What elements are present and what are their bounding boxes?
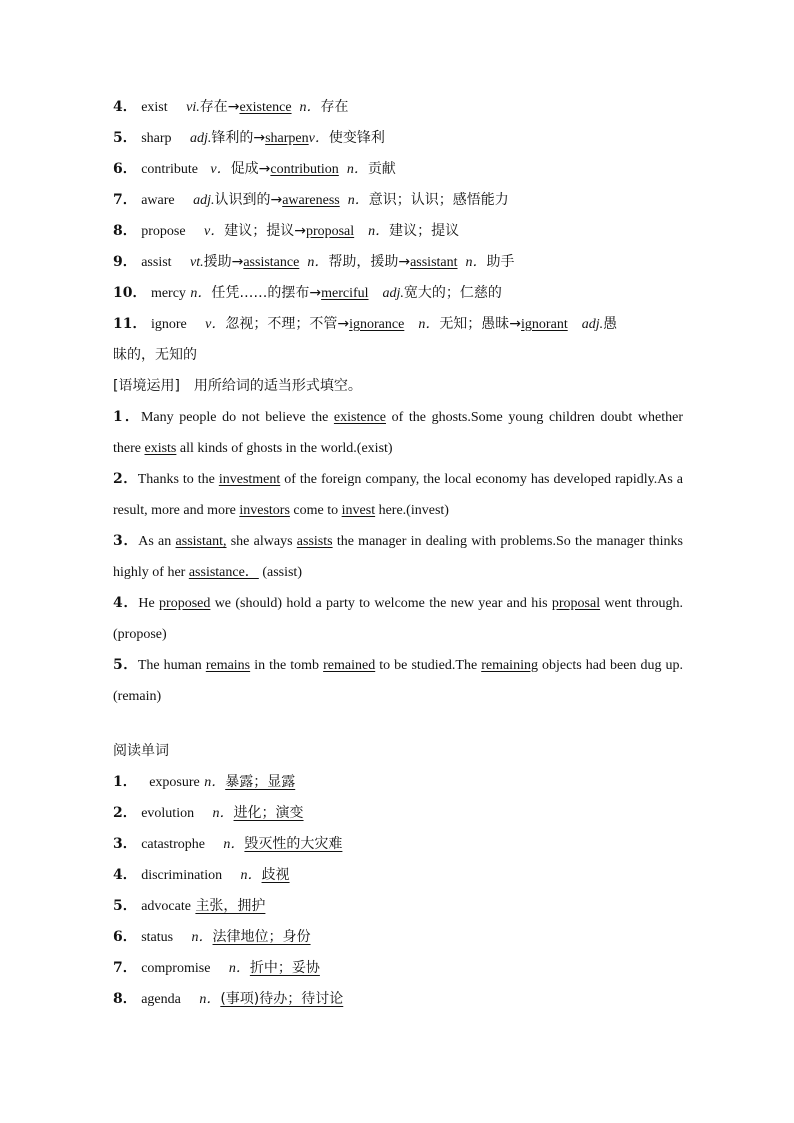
meaning: 建议；提议 [389,223,460,239]
sentence-text: went through.(propose) [113,596,683,642]
meaning: 帮助，援助→ [328,254,411,270]
item-number: 5． [113,657,138,673]
derived-word: ignorance [349,317,405,332]
item-number: 6． [113,161,137,177]
meaning: 存在 [320,99,349,115]
vocab-item-11-continued [113,340,683,371]
vocab-word: propose [141,224,186,239]
derived-word: assistance [243,255,300,270]
vocab-word: exposure [149,775,200,790]
vocab-item-9 [113,247,683,278]
sentence-text: to be studied.The [375,658,482,673]
reading-item-2 [113,798,683,829]
exercise-1 [113,402,683,464]
part-of-speech: n． [346,162,368,177]
part-of-speech: n． [307,255,329,270]
reading-item-7 [113,953,683,984]
vocab-item-7 [113,185,683,216]
reading-section-heading [113,736,683,767]
context-section-heading [113,371,683,402]
meaning: 无知；愚昧→ [439,316,522,332]
part-of-speech: n． [240,868,262,883]
item-number: 9． [113,254,137,270]
item-number: 5． [113,130,137,146]
part-of-speech: v． [210,162,231,177]
item-number: 2． [113,805,137,821]
sentence-text: of the ghosts.Some young children doubt whether there [113,410,683,456]
exercise-4 [113,588,683,650]
meaning: 任凭……的摆布→ [211,285,322,301]
vocab-word: ignore [150,317,187,332]
item-number: 5． [113,898,137,914]
meaning-answer: 进化；演变 [233,805,304,821]
meaning: 锋利的→ [211,130,266,146]
answer-blank: remaining [481,658,538,673]
sentence-text: As an [138,534,176,549]
item-number: 6． [113,929,137,945]
reading-item-1 [113,767,683,798]
vocab-item-11 [113,309,683,340]
sentence-text: in the tomb [250,658,324,673]
part-of-speech: adj. [581,317,604,332]
sentence-text: we (should) hold a party to welcome the new year and his [210,596,552,611]
part-of-speech: n． [190,286,212,301]
item-number: 1． [113,774,137,790]
derived-word: awareness [282,193,340,208]
meaning-answer: 法律地位；身份 [212,929,311,945]
vocab-word: status [141,930,174,945]
answer-blank: assistant, [175,534,227,549]
vocab-word: agenda [141,992,181,1007]
part-of-speech: n． [465,255,487,270]
answer-blank: proposal [551,596,601,611]
part-of-speech: v． [203,224,225,239]
meaning-answer: (事项)待办；待讨论 [220,991,344,1007]
meaning: 存在→ [199,99,240,115]
part-of-speech: n． [212,806,234,821]
answer-blank: investment [218,472,281,487]
sentence-text: of the foreign company, the local economy has developed rapidly.As a result, more and more [113,472,683,518]
section-title: 阅读单词 [113,743,169,759]
item-number: 7． [113,192,137,208]
answer-blank: invest [341,503,376,518]
derived-word: merciful [321,286,369,301]
meaning: 贡献 [367,161,396,177]
sentence-text: Thanks to the [137,472,219,487]
meaning: 意识；认识；感悟能力 [368,192,509,208]
item-number: 11． [113,316,147,332]
meaning: 援助→ [203,254,244,270]
meaning: 愚 [603,316,618,332]
item-number: 8． [113,223,137,239]
reading-item-5 [113,891,683,922]
vocab-word: discrimination [141,868,223,883]
sentence-text: (assist) [258,565,302,580]
sentence-text: come to [289,503,342,518]
vocab-word: aware [141,193,175,208]
vocab-item-6 [113,154,683,185]
item-number: 3． [113,836,137,852]
sentence-text: Many people do not believe the [140,410,334,425]
sentence-text: He [138,596,160,611]
derived-word: sharpen [265,131,309,146]
part-of-speech: n． [418,317,440,332]
vocab-word: assist [141,255,172,270]
reading-item-6 [113,922,683,953]
reading-item-3 [113,829,683,860]
item-number: 3． [113,533,139,549]
part-of-speech: adj. [189,131,212,146]
meaning-answer: 折中；妥协 [249,960,320,976]
part-of-speech: n． [347,193,369,208]
exercise-2 [113,464,683,526]
part-of-speech: n． [204,775,226,790]
answer-blank: existence [333,410,387,425]
vocab-item-8 [113,216,683,247]
item-number: 4． [113,595,139,611]
item-number: 4． [113,867,137,883]
part-of-speech: adj. [193,193,215,208]
sentence-text: all kinds of ghosts in the world.(exist) [176,441,393,456]
reading-item-8 [113,984,683,1015]
vocab-word: advocate [141,899,191,914]
sentence-text: The human [137,658,206,673]
section-spacer [113,712,683,736]
answer-blank: remained [323,658,376,673]
item-number: 1． [113,409,141,425]
answer-blank: assistance． [188,565,259,580]
meaning: 认识到的→ [214,192,283,208]
exercise-5 [113,650,683,712]
meaning: 建议；提议→ [224,223,306,239]
section-title: [语境运用] 用所给词的适当形式填空。 [113,378,362,394]
answer-blank: proposed [159,596,211,611]
part-of-speech: n． [299,100,321,115]
part-of-speech: vi. [186,100,200,115]
vocab-word: compromise [141,961,211,976]
meaning: 宽大的；仁慈的 [403,285,502,301]
sentence-text: here.(invest) [375,503,449,518]
vocab-item-5 [113,123,683,154]
item-number: 10． [113,285,147,301]
part-of-speech: v． [308,131,329,146]
document-page [113,92,683,1015]
vocab-word: exist [141,100,168,115]
sentence-text: the manager in dealing with problems.So the manager thinks highly of her [113,534,684,580]
derived-word: assistant [410,255,458,270]
meaning-answer: 主张，拥护 [195,898,266,914]
meaning: 忽视；不理；不管→ [225,316,350,332]
part-of-speech: n． [191,930,213,945]
exercise-3 [113,526,683,588]
part-of-speech: adj. [382,286,404,301]
derived-word: contribution [270,162,339,177]
answer-blank: assists [296,534,333,549]
meaning: 助手 [486,254,515,270]
vocab-word: catastrophe [141,837,205,852]
item-number: 4． [113,99,137,115]
meaning-answer: 歧视 [261,867,290,883]
part-of-speech: vt. [190,255,204,270]
meaning-answer: 毁灭性的大灾难 [244,836,343,852]
meaning: 促成→ [230,161,271,177]
vocab-word: mercy [150,286,186,301]
answer-blank: exists [144,441,177,456]
vocab-word: evolution [141,806,195,821]
meaning: 使变锋利 [328,130,385,146]
item-number: 2． [113,471,138,487]
part-of-speech: v． [205,317,226,332]
vocab-item-10 [113,278,683,309]
meaning-answer: 暴露；显露 [225,774,296,790]
vocab-word: sharp [141,131,172,146]
answer-blank: investors [239,503,290,518]
derived-word: ignorant [521,317,568,332]
vocab-word: contribute [141,162,198,177]
derived-word: existence [239,100,292,115]
answer-blank: remains [205,658,251,673]
part-of-speech: n． [223,837,245,852]
sentence-text: objects had been dug up.(remain) [113,658,683,704]
derived-word: proposal [305,224,355,239]
reading-item-4 [113,860,683,891]
part-of-speech: n． [228,961,250,976]
item-number: 7． [113,960,137,976]
vocab-item-4 [113,92,683,123]
part-of-speech: n． [199,992,221,1007]
meaning: 昧的，无知的 [113,347,197,363]
part-of-speech: n． [368,224,390,239]
item-number: 8． [113,991,137,1007]
sentence-text: she always [226,534,297,549]
